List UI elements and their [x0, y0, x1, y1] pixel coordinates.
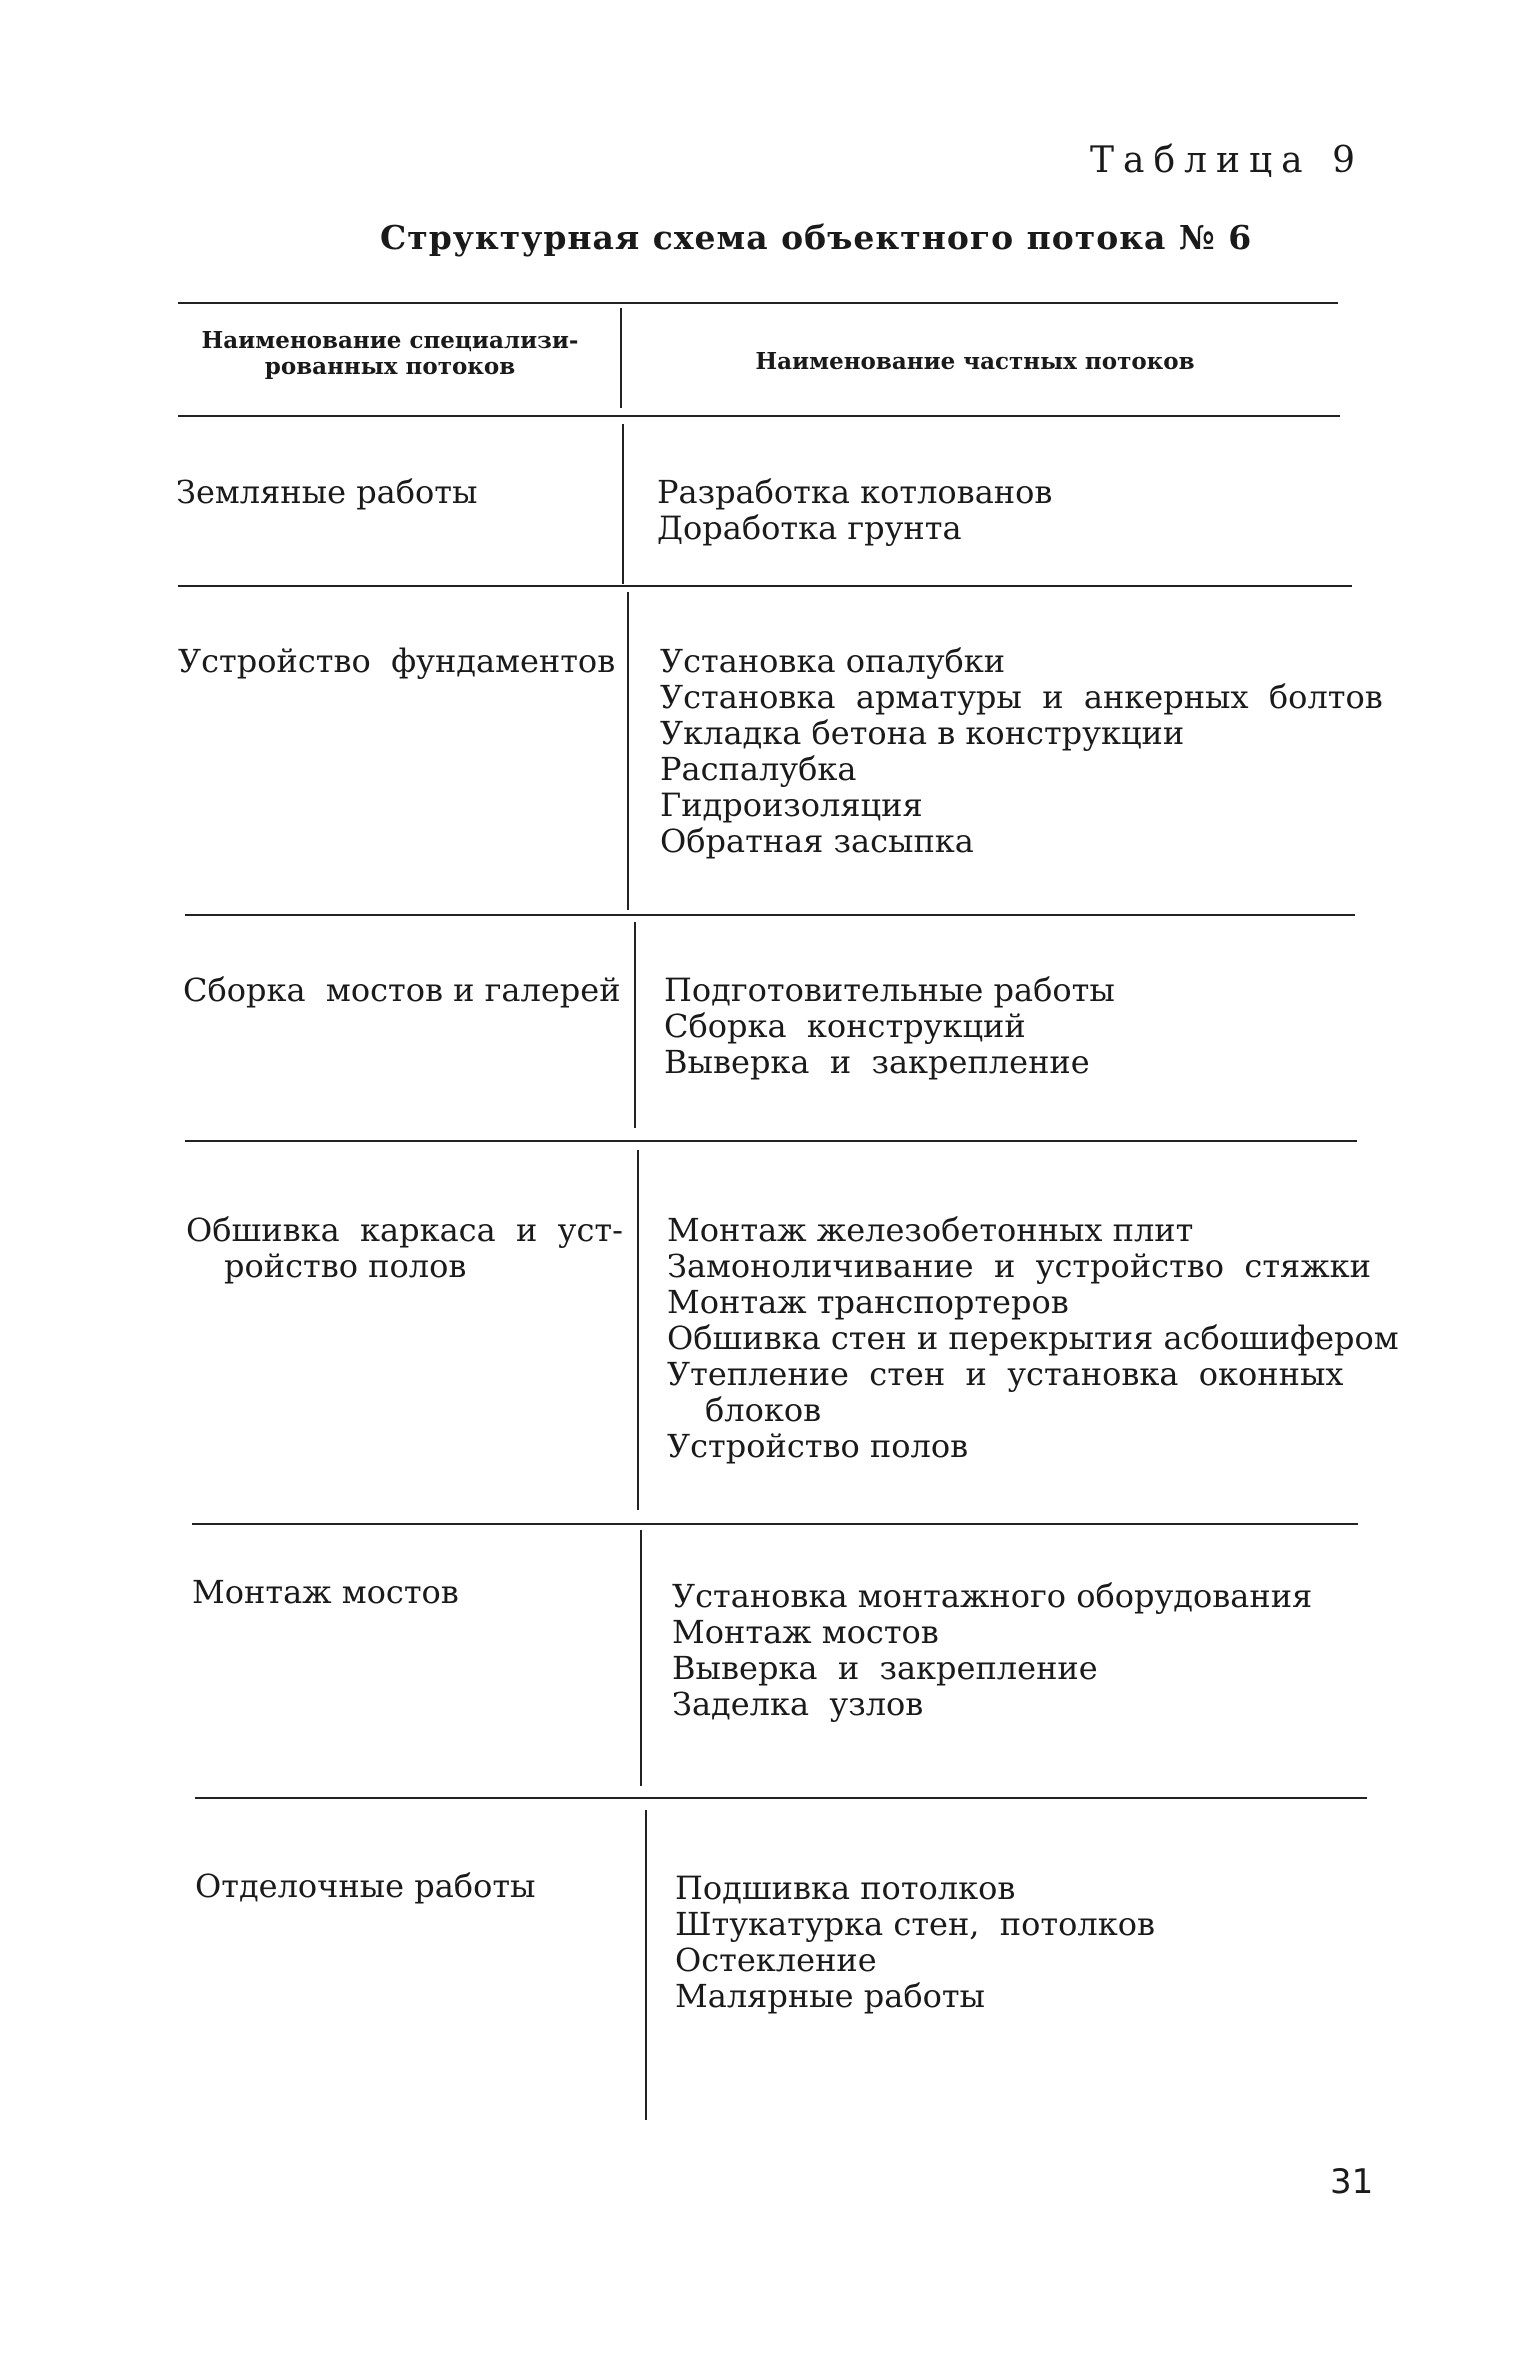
- list-item: Укладка бетона в конструкции: [660, 714, 1185, 752]
- row-5-left-line: Монтаж мостов: [192, 1573, 459, 1611]
- table-row-6-right: [675, 1870, 1395, 2014]
- row-5-bottom-rule: [195, 1797, 1367, 1799]
- row-4-left-line: ройство полов: [224, 1247, 467, 1285]
- table-row-1-right: [657, 474, 1377, 546]
- table-row-5-right: [672, 1578, 1392, 1722]
- row-3-divider: [634, 922, 636, 1128]
- row-6-divider: [645, 1810, 647, 2120]
- list-item: Выверка и закрепление: [672, 1649, 1098, 1687]
- row-2-divider: [627, 592, 629, 910]
- header-bottom-rule: [178, 415, 1340, 417]
- page-number: 31: [1330, 2162, 1374, 2202]
- list-item: Гидроизоляция: [660, 786, 923, 824]
- top-rule: [178, 302, 1338, 304]
- list-item: Доработка грунта: [657, 509, 962, 547]
- row-1-bottom-rule: [178, 585, 1352, 587]
- list-item: Монтаж железобетонных плит: [667, 1211, 1194, 1249]
- list-item: Подшивка потолков: [675, 1869, 1016, 1907]
- row-4-left-line: Обшивка каркаса и уст-: [186, 1211, 623, 1249]
- list-item: Остекление: [675, 1941, 877, 1979]
- table-label: Таблица 9: [1090, 140, 1364, 181]
- list-item: Заделка узлов: [672, 1685, 924, 1723]
- row-4-divider: [637, 1150, 639, 1510]
- row-2-left-line: Устройство фундаментов: [178, 642, 616, 680]
- list-item: Распалубка: [660, 750, 857, 788]
- row-3-left-line: Сборка мостов и галерей: [183, 971, 621, 1009]
- list-item: Штукатурка стен, потолков: [675, 1905, 1155, 1943]
- column-header-specialized: [180, 328, 600, 380]
- list-item: Установка опалубки: [660, 642, 1006, 680]
- table-row-3-right: [664, 972, 1384, 1080]
- table-row-5-left: [192, 1574, 632, 1610]
- column-header-specialized-text: Наименование специализи- рованных потоков: [201, 327, 579, 380]
- list-item: Монтаж транспортеров: [667, 1283, 1069, 1321]
- list-item: блоков: [705, 1391, 822, 1429]
- list-item: Обшивка стен и перекрытия асбошифером: [667, 1319, 1399, 1357]
- table-row-2-right: [660, 642, 1383, 860]
- list-item: Малярные работы: [675, 1977, 986, 2015]
- row-2-bottom-rule: [185, 914, 1355, 916]
- list-item: Утепление стен и установка оконных: [667, 1355, 1344, 1393]
- row-3-bottom-rule: [185, 1140, 1357, 1142]
- table-row-1-left: [176, 474, 616, 510]
- list-item: Разработка котлованов: [657, 473, 1053, 511]
- table-title: Структурная схема объектного потока № 6: [380, 218, 1253, 257]
- table-row-2-left: [178, 643, 618, 679]
- list-item: Выверка и закрепление: [664, 1043, 1090, 1081]
- list-item: Подготовительные работы: [664, 971, 1115, 1009]
- list-item: Монтаж мостов: [672, 1613, 939, 1651]
- list-item: Сборка конструкций: [664, 1007, 1026, 1045]
- list-item: Замоноличивание и устройство стяжки: [667, 1247, 1371, 1285]
- header-divider: [620, 308, 622, 408]
- row-1-left-line: Земляные работы: [176, 473, 478, 511]
- list-item: Устройство полов: [667, 1427, 969, 1465]
- row-4-bottom-rule: [192, 1523, 1358, 1525]
- row-5-divider: [640, 1530, 642, 1786]
- column-header-partial: Наименование частных потоков: [755, 348, 1195, 375]
- row-6-left-line: Отделочные работы: [195, 1867, 536, 1905]
- list-item: Установка монтажного оборудования: [672, 1577, 1313, 1615]
- list-item: Обратная засыпка: [660, 822, 974, 860]
- table-row-6-left: [195, 1868, 635, 1904]
- table-row-3-left: [183, 972, 623, 1008]
- table-row-4-left: [186, 1212, 626, 1284]
- row-1-divider: [622, 424, 624, 584]
- list-item: Установка арматуры и анкерных болтов: [660, 678, 1383, 716]
- table-row-4-right: [667, 1211, 1399, 1465]
